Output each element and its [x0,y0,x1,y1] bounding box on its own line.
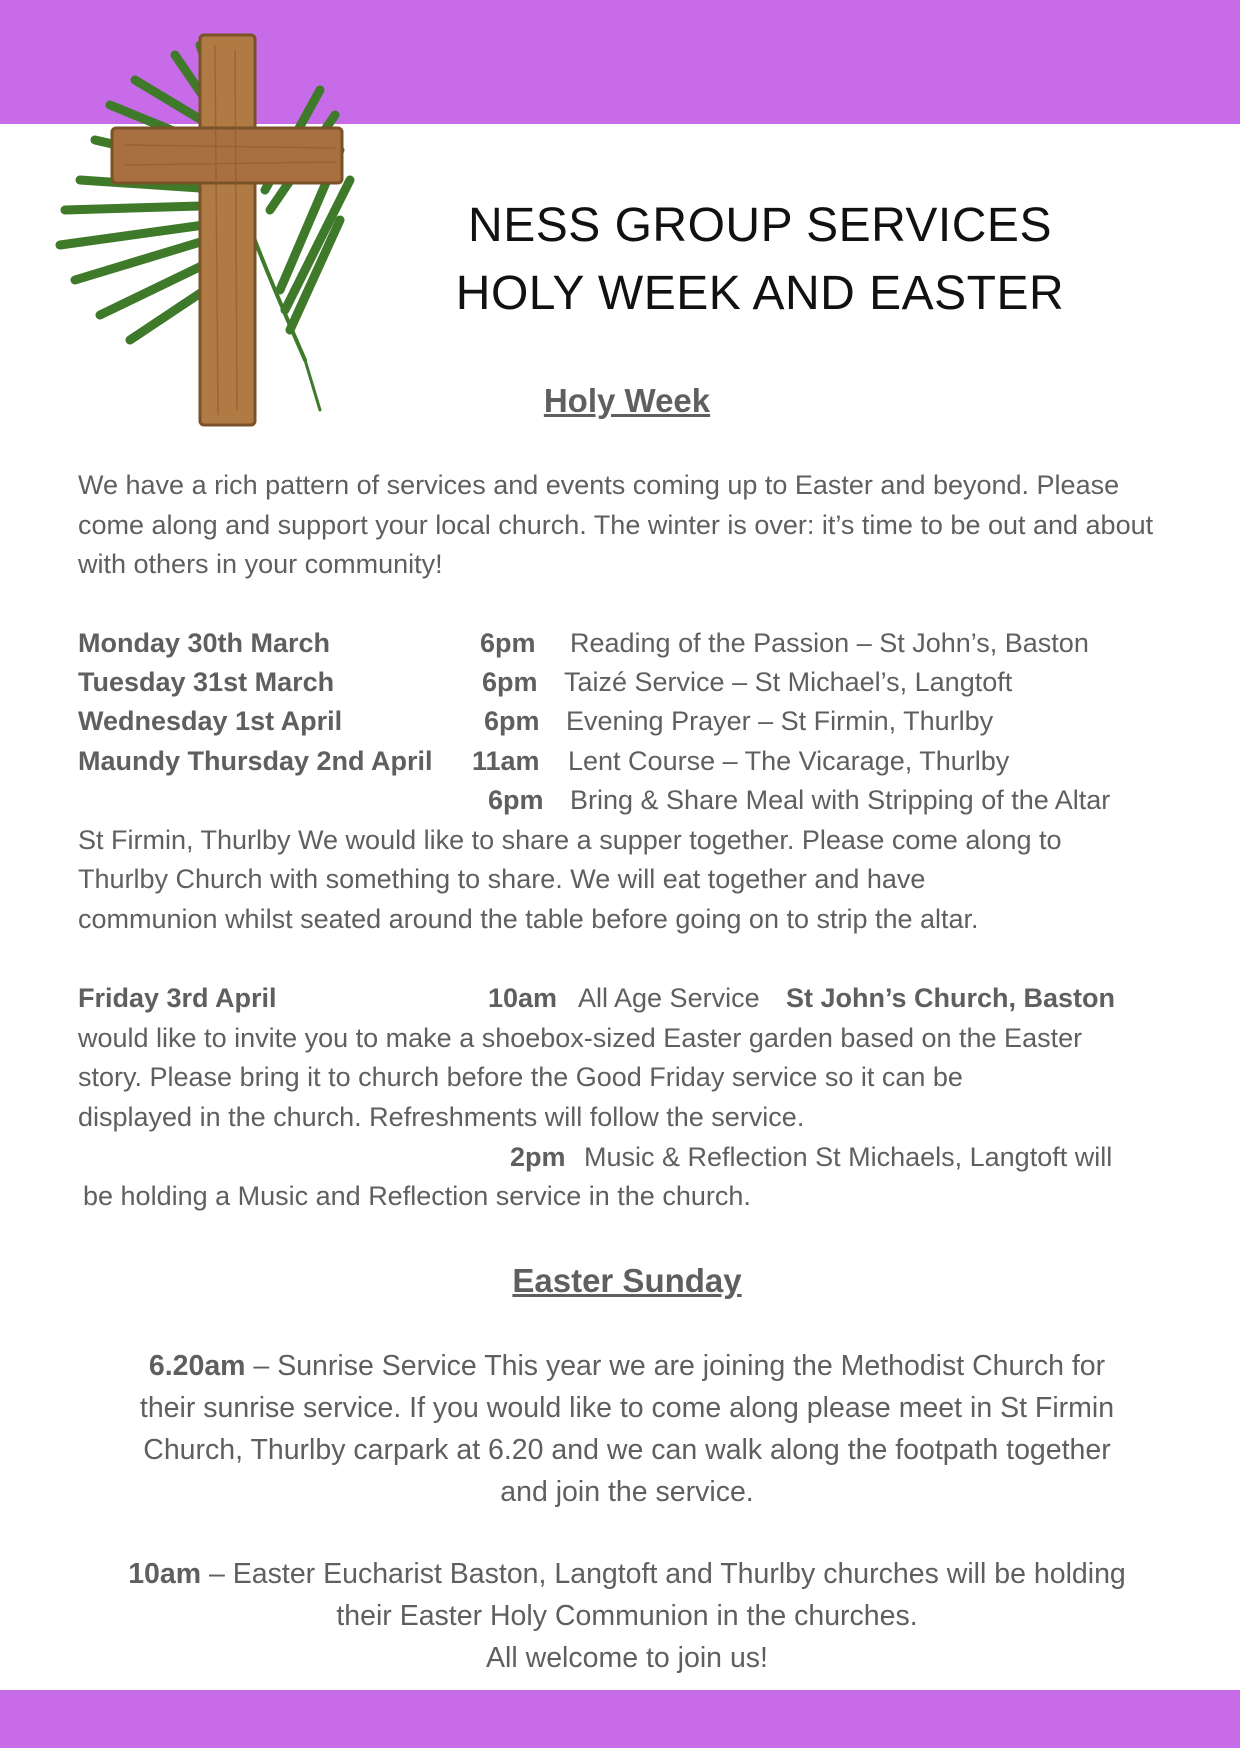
schedule-event-3: Lent Course – The Vicarage, Thurlby [568,746,1010,776]
schedule-day-0: Monday 30th March [78,628,331,658]
page-title-line1: NESS GROUP SERVICES [468,199,1052,252]
schedule-time-3: 11am [472,746,540,776]
eucharist-text-0: – Easter Eucharist Baston, Langtoft and Thurlby churches will be holding [201,1558,1126,1590]
schedule-event-1: Taizé Service – St Michael’s, Langtoft [564,667,1013,697]
schedule-time-1: 6pm [482,667,538,697]
sunrise-line-1: their sunrise service. If you would like to come along please meet in St Firmin [139,1392,1115,1424]
sunrise-line-2: Church, Thurlby carpark at 6.20 and we can walk along the footpath together [143,1434,1111,1466]
eucharist-line-0 [0,1553,1240,1595]
friday-day: Friday 3rd April [78,983,277,1013]
friday-note-line-2: displayed in the church. Refreshments will follow the service. [78,1102,805,1132]
page-title-line2: HOLY WEEK AND EASTER [455,267,1065,320]
friday-event2: Music & Reflection St Michaels, Langtoft will [584,1142,1113,1172]
maundy-note-line-1: Thurlby Church with something to share. We will eat together and have [78,864,926,894]
schedule-day-2: Wednesday 1st April [78,706,343,736]
schedule-event-2: Evening Prayer – St Firmin, Thurlby [566,706,994,736]
friday-note-line-0: would like to invite you to make a shoebox-sized Easter garden based on the Easter [78,1023,1083,1053]
friday-event: All Age Service [578,983,760,1013]
friday-note-line-1: story. Please bring it to church before the Good Friday service so it can be [78,1062,963,1092]
palm-cross-icon [40,30,390,430]
maundy-note-line-2: communion whilst seated around the table before going on to strip the altar. [78,904,979,934]
friday-event2-cont: be holding a Music and Reflection service in the church. [83,1181,751,1211]
friday-time: 10am [488,983,558,1013]
maundy-note-line-0: St Firmin, Thurlby We would like to share a supper together. Please come along to [78,825,1062,855]
schedule-day-3: Maundy Thursday 2nd April [78,746,433,776]
sunrise-text-0: – Sunrise Service This year we are joining the Methodist Church for [245,1350,1106,1382]
sunrise-time: 6.20am [148,1350,246,1382]
schedule-event-4: Bring & Share Meal with Stripping of the Altar [570,785,1111,815]
schedule-time-4: 6pm [488,785,544,815]
schedule-time-0: 6pm [480,628,536,658]
sunrise-line-3: and join the service. [500,1476,754,1508]
friday-church: St John’s Church, Baston [786,983,1116,1013]
eucharist-time: 10am [128,1558,202,1590]
sunrise-line-0 [0,1345,1240,1387]
friday-time2: 2pm [510,1142,566,1172]
bottom-color-band [0,1690,1240,1748]
holy-week-heading: Holy Week [543,382,711,419]
intro-paragraph: We have a rich pattern of services and events coming up to Easter and beyond. Please come along and support your local church. The winter is over: it’s time to be out and about with others in your community! [78,470,1154,579]
schedule-day-1: Tuesday 31st March [78,667,335,697]
easter-sunday-heading: Easter Sunday [512,1262,742,1299]
eucharist-line-1: their Easter Holy Communion in the churches. [336,1600,918,1632]
schedule-event-0: Reading of the Passion – St John’s, Baston [570,628,1089,658]
eucharist-line-2: All welcome to join us! [486,1642,768,1674]
schedule-time-2: 6pm [484,706,540,736]
